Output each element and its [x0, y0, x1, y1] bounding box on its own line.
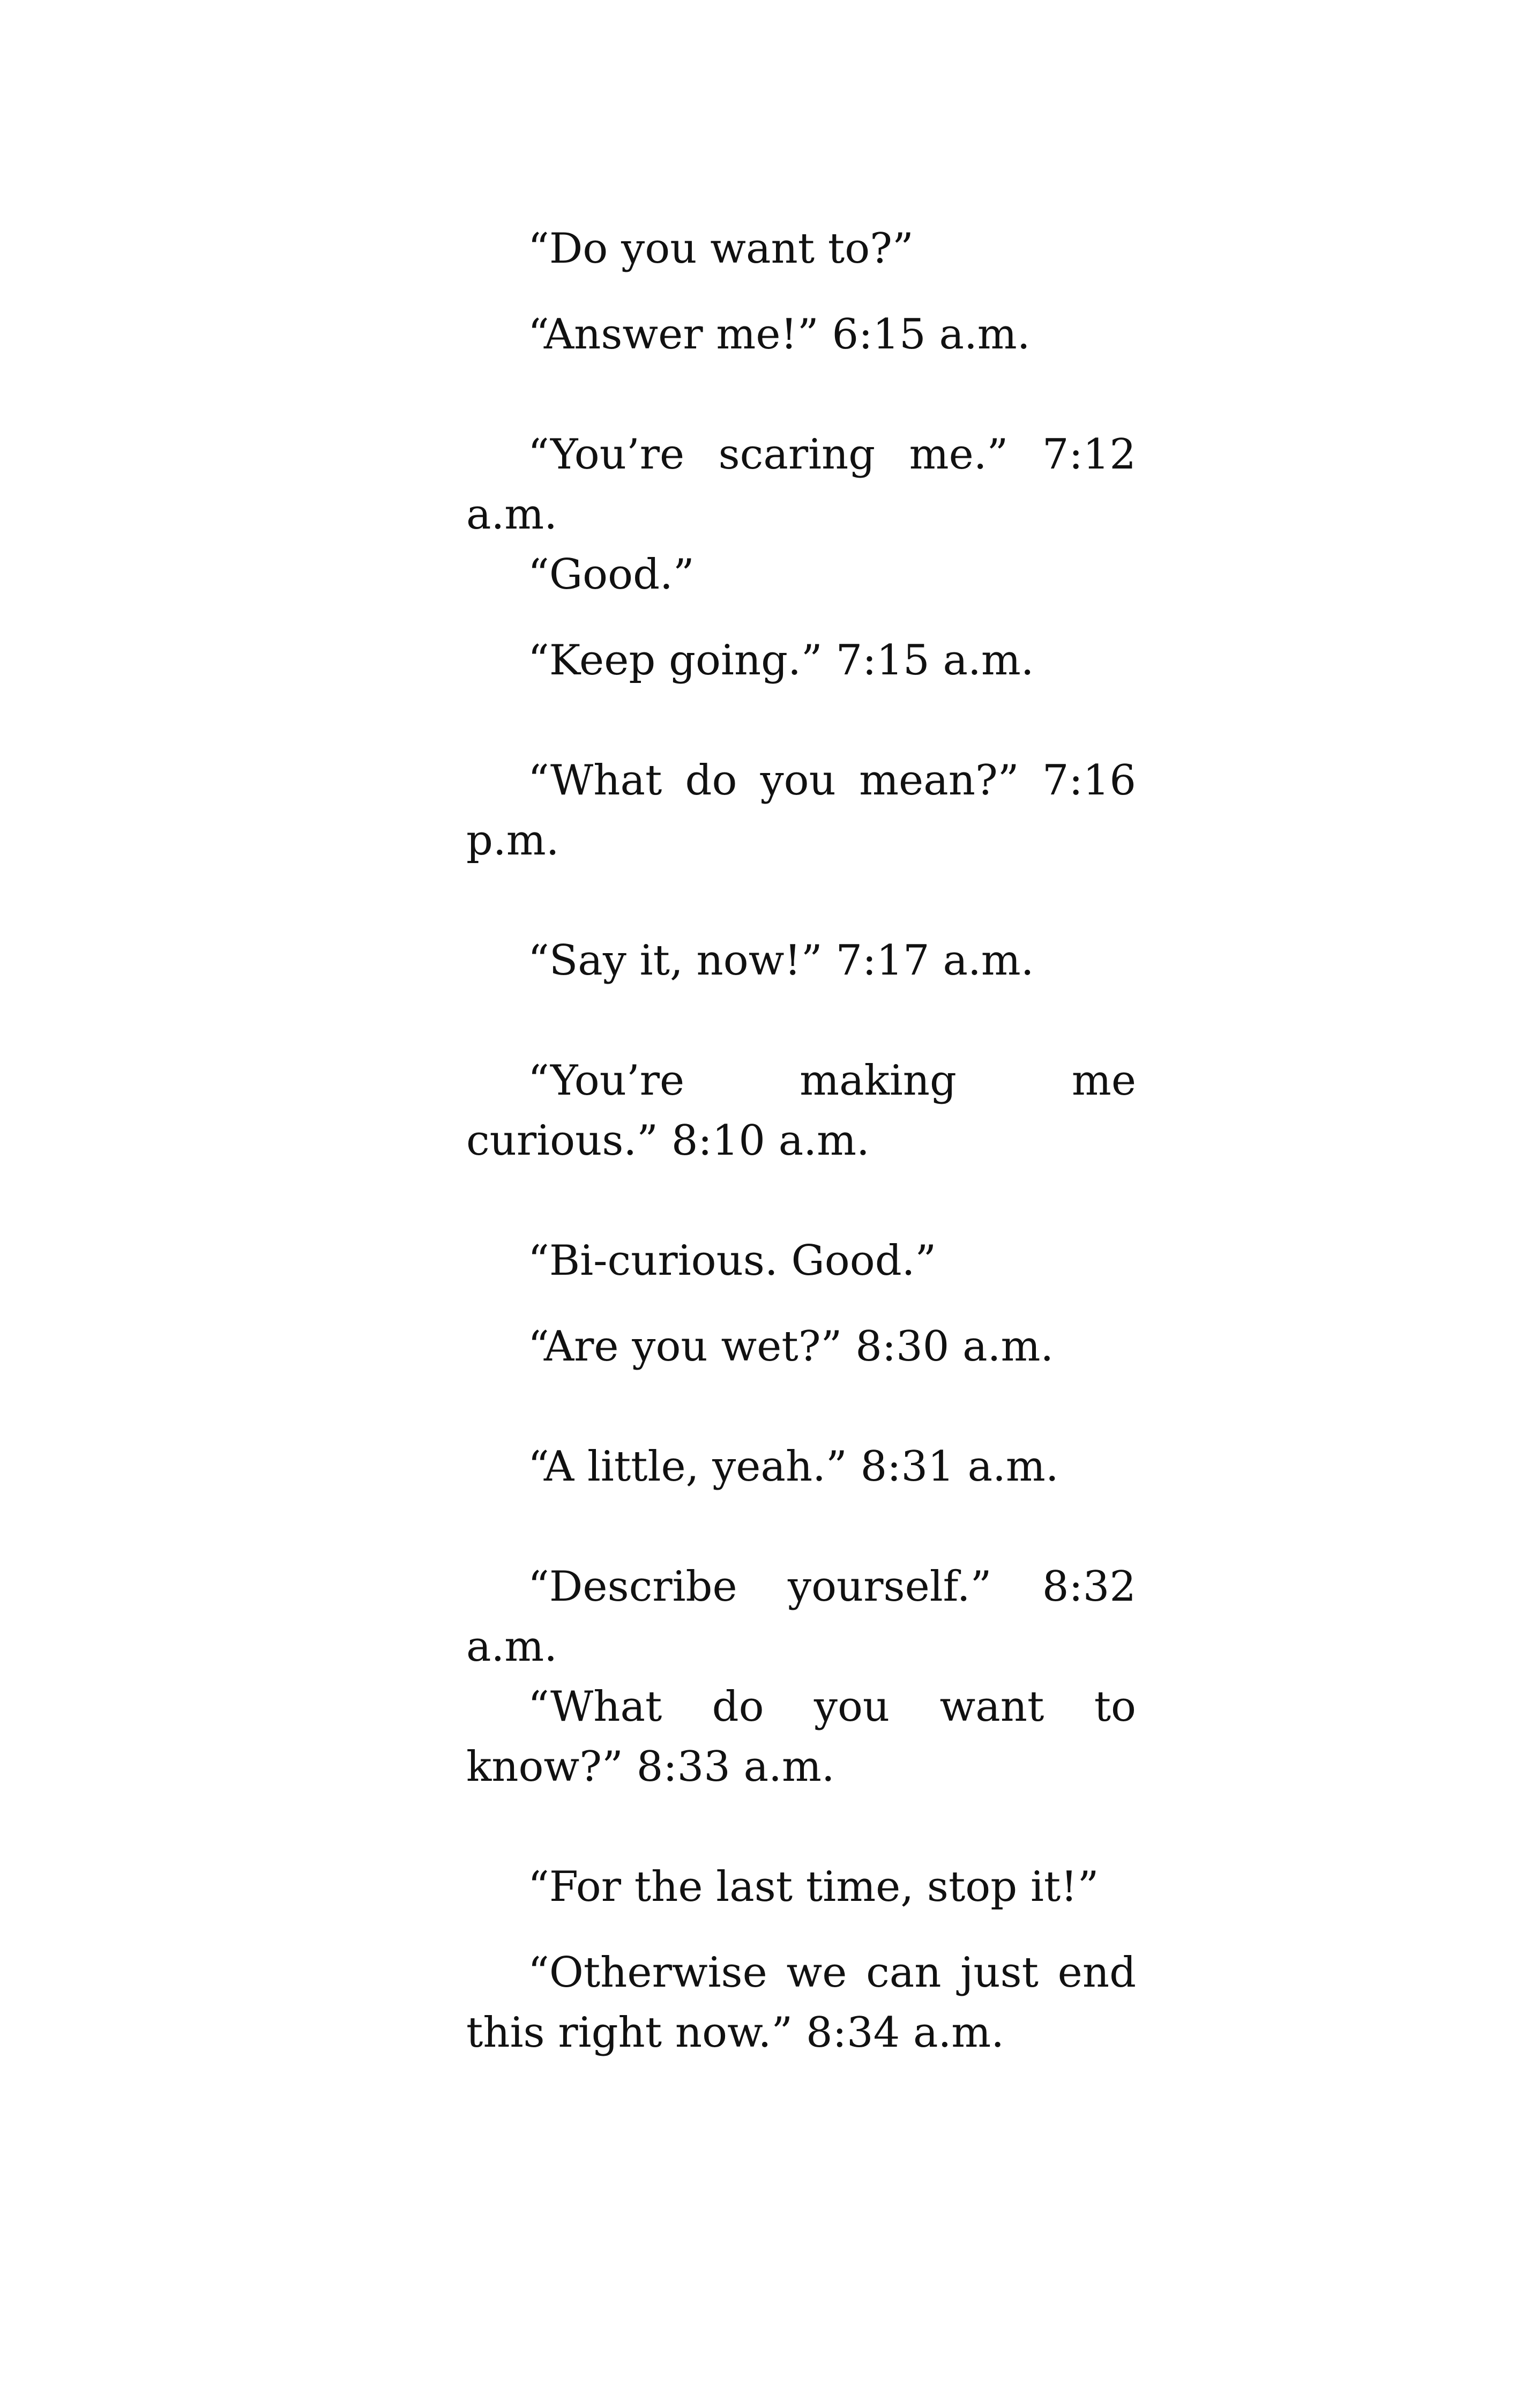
paragraph: “Are you wet?” 8:30 a.m. [528, 1322, 1054, 1371]
paragraph: “Otherwise we can just end this right now.” 8:34 a.m. [466, 1949, 1136, 2057]
paragraph: “Do you want to?” [528, 225, 914, 273]
paragraph: “Say it, now!” 7:17 a.m. [528, 937, 1034, 985]
paragraph: “Bi-curious. Good.” [528, 1237, 937, 1285]
paragraph: “What do you want to know?” 8:33 a.m. [466, 1683, 1136, 1791]
paragraph: “Describe yourself.” 8:32 a.m. [466, 1563, 1136, 1671]
paragraph: “Good.” [528, 551, 695, 599]
paragraph: “For the last time, stop it!” [528, 1863, 1099, 1911]
paragraph: “What do you mean?” 7:16 p.m. [466, 756, 1136, 865]
paragraph: “Keep going.” 7:15 a.m. [528, 636, 1034, 685]
paragraph: “You’re scaring me.” 7:12 a.m. [466, 430, 1136, 539]
paragraph: “You’re making me curious.” 8:10 a.m. [466, 1057, 1136, 1165]
paragraph: “Answer me!” 6:15 a.m. [528, 310, 1031, 359]
paragraph: “A little, yeah.” 8:31 a.m. [528, 1443, 1059, 1491]
